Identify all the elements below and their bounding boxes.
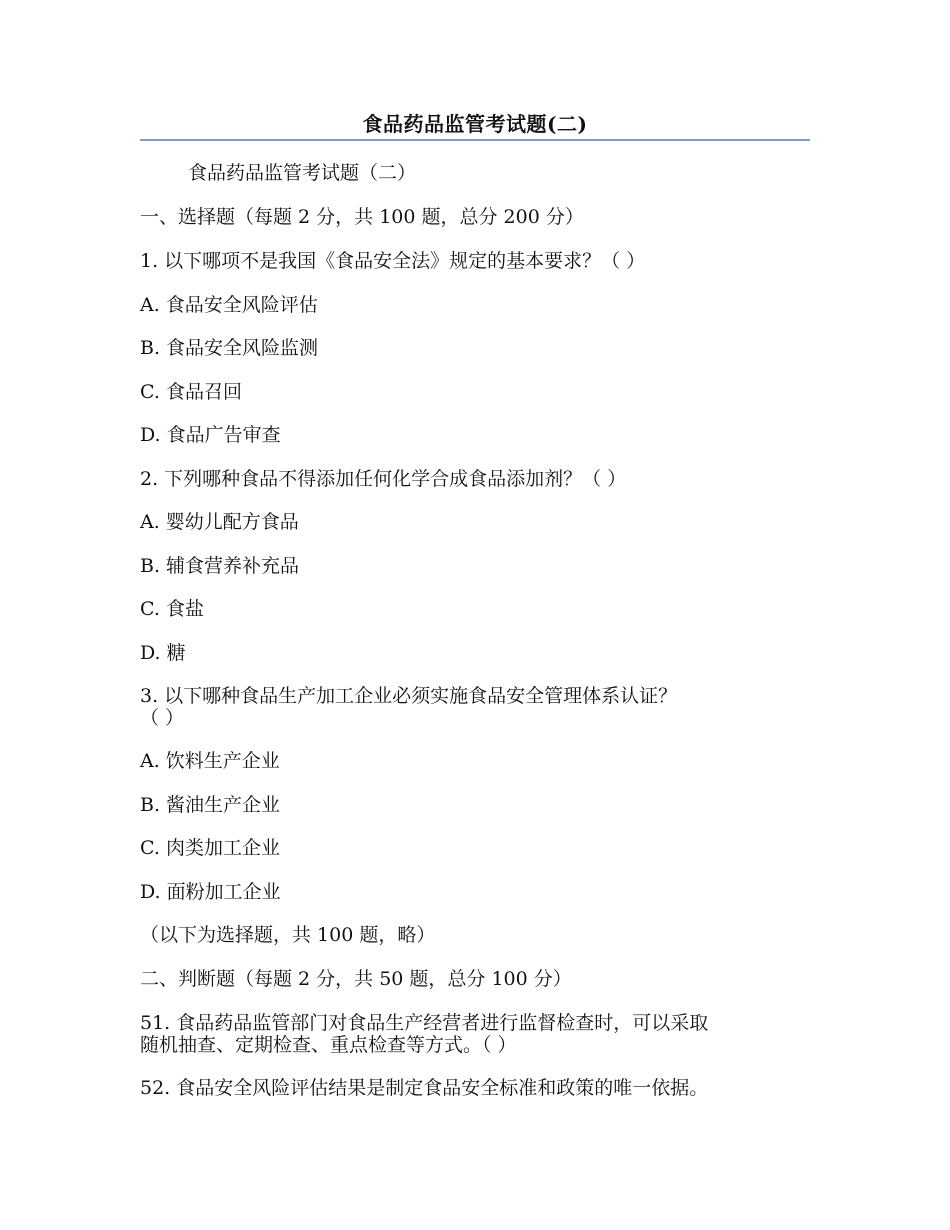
q3-option-a: A. 饮料生产企业: [140, 750, 280, 772]
section-heading-choice: 一、选择题（每题 2 分，共 100 题，总分 200 分）: [140, 206, 584, 228]
page-header-title: 食品药品监管考试题(二): [362, 112, 588, 136]
question-3-line-2: （ ）: [140, 707, 185, 729]
question-3-line-1: 3. 以下哪种食品生产加工企业必须实施食品安全管理体系认证？: [140, 685, 678, 707]
q1-option-a: A. 食品安全风险评估: [140, 294, 318, 316]
q2-option-c: C. 食盐: [140, 598, 204, 620]
q2-option-a: A. 婴幼儿配方食品: [140, 511, 299, 533]
q3-option-b: B. 酱油生产企业: [140, 794, 281, 816]
section-heading-true-false: 二、判断题（每题 2 分，共 50 题，总分 100 分）: [140, 968, 572, 990]
question-52-line-1: 52. 食品安全风险评估结果是制定食品安全标准和政策的唯一依据。: [140, 1077, 709, 1099]
question-2: 2. 下列哪种食品不得添加任何化学合成食品添加剂？（ ）: [140, 468, 627, 490]
question-51-line-2: 随机抽查、定期检查、重点检查等方式。（ ）: [140, 1034, 517, 1056]
q1-option-c: C. 食品召回: [140, 381, 242, 403]
question-51-line-1: 51. 食品药品监管部门对食品生产经营者进行监督检查时，可以采取: [140, 1012, 709, 1034]
q3-option-c: C. 肉类加工企业: [140, 837, 280, 859]
q1-option-b: B. 食品安全风险监测: [140, 337, 319, 359]
document-subtitle: 食品药品监管考试题（二）: [188, 162, 417, 184]
q2-option-b: B. 辅食营养补充品: [140, 555, 300, 577]
question-1: 1. 以下哪项不是我国《食品安全法》规定的基本要求？（ ）: [140, 250, 646, 272]
q3-option-d: D. 面粉加工企业: [140, 881, 281, 903]
q2-option-d: D. 糖: [140, 642, 186, 664]
header-divider: [140, 139, 810, 141]
q1-option-d: D. 食品广告审查: [140, 424, 281, 446]
omitted-questions-note: （以下为选择题，共 100 题，略）: [140, 924, 436, 946]
